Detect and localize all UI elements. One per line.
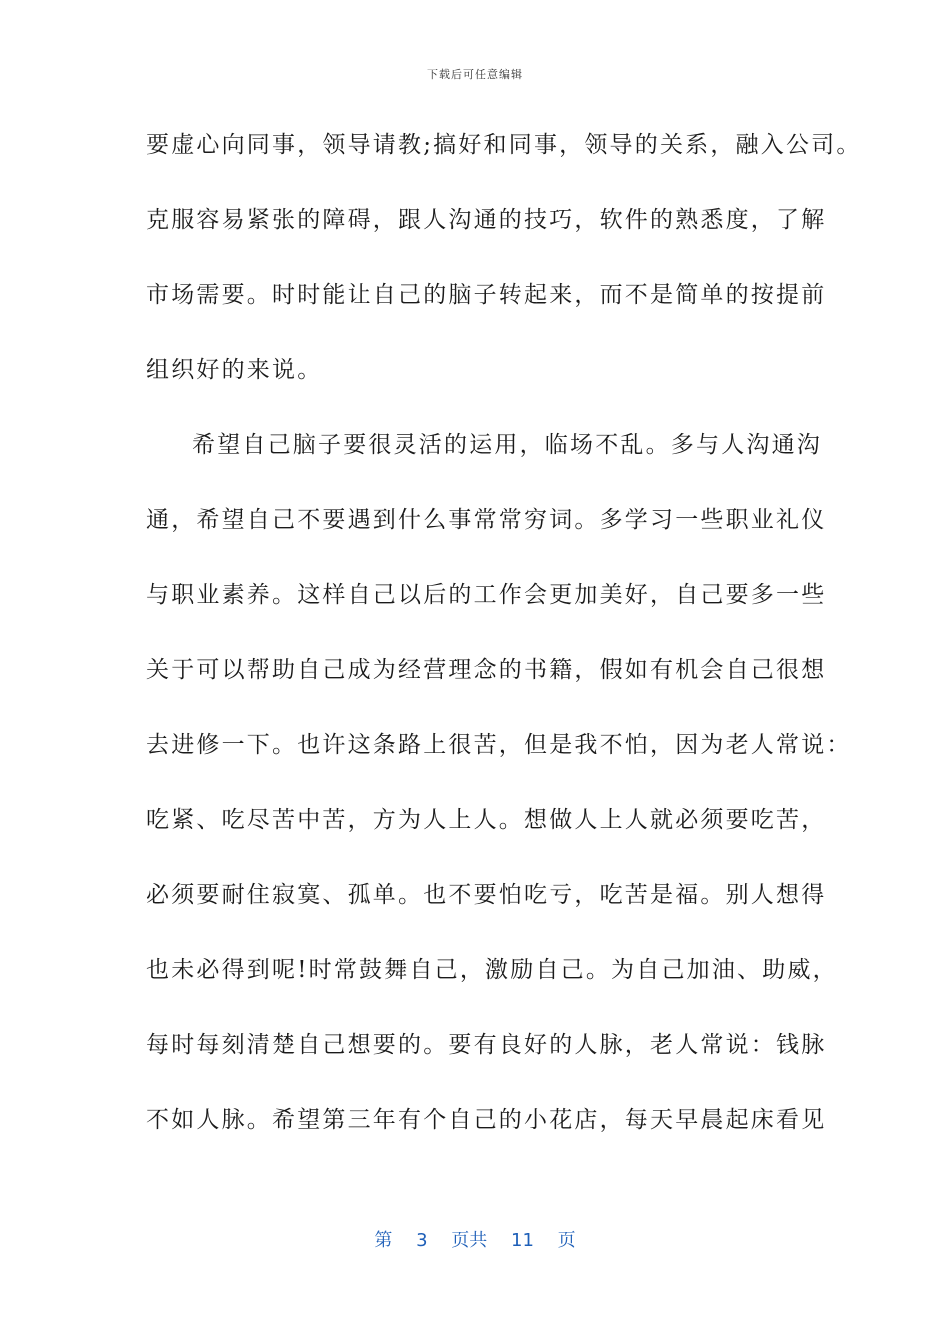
page-middle: 页共 (451, 1230, 488, 1251)
text-line: 吃紧、吃尽苦中苦，方为人上人。想做人上人就必须要吃苦， (146, 807, 827, 833)
text-line: 必须要耐住寂寞、孤单。也不要怕吃亏，吃苦是福。别人想得 (146, 882, 827, 908)
text-line: 市场需要。时时能让自己的脑子转起来，而不是简单的按提前 (146, 282, 827, 308)
text-line: 也未必得到呢!时常鼓舞自己，激励自己。为自己加油、助威， (146, 957, 838, 983)
page-prefix: 第 (374, 1230, 393, 1251)
text-line: 组织好的来说。 (146, 357, 323, 383)
total-page-number: 11 (511, 1230, 534, 1251)
text-line: 每时每刻清楚自己想要的。要有良好的人脉，老人常说：钱脉 (146, 1032, 827, 1058)
text-line: 去进修一下。也许这条路上很苦，但是我不怕，因为老人常说： (146, 732, 852, 758)
text-line: 与职业素养。这样自己以后的工作会更加美好，自己要多一些 (146, 582, 827, 608)
page-header: 下载后可任意编辑 (427, 68, 523, 81)
text-line: 关于可以帮助自己成为经营理念的书籍，假如有机会自己很想 (146, 657, 827, 683)
page-number-footer (0, 1226, 950, 1252)
text-line: 通，希望自己不要遇到什么事常常穷词。多学习一些职业礼仪 (146, 507, 827, 533)
text-line: 克服容易紧张的障碍，跟人沟通的技巧，软件的熟悉度，了解 (146, 207, 827, 233)
text-line: 不如人脉。希望第三年有个自己的小花店，每天早晨起床看见 (146, 1107, 827, 1133)
text-line: 要虚心向同事，领导请教;搞好和同事，领导的关系，融入公司。 (146, 132, 862, 158)
current-page-number: 3 (416, 1230, 428, 1251)
document-body (146, 122, 862, 1172)
page-suffix: 页 (557, 1230, 576, 1251)
text-line-paragraph-start: 希望自己脑子要很灵活的运用，临场不乱。多与人沟通沟 (192, 432, 822, 458)
